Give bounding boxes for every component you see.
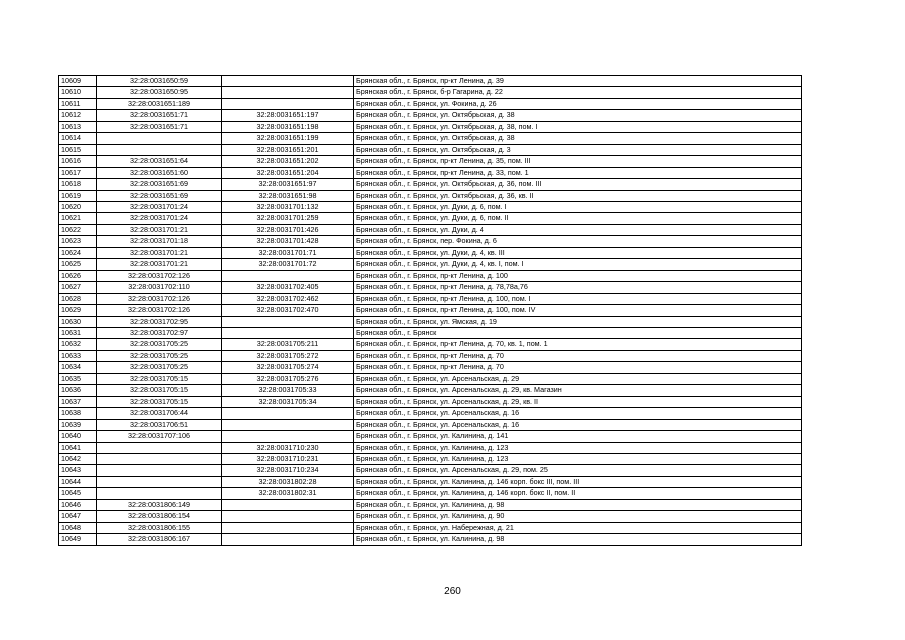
table-row (59, 408, 802, 419)
row-number-cell: 10611 (59, 98, 97, 109)
address-cell: Брянская обл., г. Брянск, ул. Арсенальская, д. 16 (354, 408, 802, 419)
row-number-cell: 10637 (59, 396, 97, 407)
object-cadastral-cell: 32:28:0031651:199 (222, 133, 354, 144)
row-number-cell: 10632 (59, 339, 97, 350)
address-cell: Брянская обл., г. Брянск, ул. Дуки, д. 6, пом. II (354, 213, 802, 224)
object-cadastral-cell: 32:28:0031701:428 (222, 236, 354, 247)
address-cell: Брянская обл., г. Брянск, ул. Арсенальская, д. 29, кв. Магазин (354, 385, 802, 396)
object-cadastral-cell (222, 499, 354, 510)
row-number-cell: 10624 (59, 247, 97, 258)
row-number-cell: 10620 (59, 201, 97, 212)
land-cadastral-cell: 32:28:0031702:126 (97, 270, 222, 281)
address-cell: Брянская обл., г. Брянск, пр-кт Ленина, д. 100 (354, 270, 802, 281)
land-cadastral-cell: 32:28:0031707:106 (97, 431, 222, 442)
address-cell: Брянская обл., г. Брянск, пр-кт Ленина, д. 33, пом. 1 (354, 167, 802, 178)
row-number-cell: 10614 (59, 133, 97, 144)
object-cadastral-cell: 32:28:0031702:462 (222, 293, 354, 304)
land-cadastral-cell: 32:28:0031705:15 (97, 396, 222, 407)
table-row (59, 465, 802, 476)
object-cadastral-cell: 32:28:0031701:71 (222, 247, 354, 258)
table-row (59, 339, 802, 350)
land-cadastral-cell: 32:28:0031651:71 (97, 110, 222, 121)
row-number-cell: 10612 (59, 110, 97, 121)
row-number-cell: 10622 (59, 224, 97, 235)
land-cadastral-cell: 32:28:0031702:97 (97, 327, 222, 338)
row-number-cell: 10609 (59, 76, 97, 87)
land-cadastral-cell: 32:28:0031651:71 (97, 121, 222, 132)
address-cell: Брянская обл., г. Брянск, ул. Дуки, д. 6, пом. I (354, 201, 802, 212)
address-cell: Брянская обл., г. Брянск, ул. Октябрьская, д. 38 (354, 110, 802, 121)
row-number-cell: 10631 (59, 327, 97, 338)
table-row (59, 76, 802, 87)
land-cadastral-cell: 32:28:0031705:25 (97, 350, 222, 361)
row-number-cell: 10649 (59, 534, 97, 545)
address-cell: Брянская обл., г. Брянск, пр-кт Ленина, д. 100, пом. I (354, 293, 802, 304)
table-row (59, 190, 802, 201)
address-cell: Брянская обл., г. Брянск, ул. Калинина, д. 90 (354, 511, 802, 522)
object-cadastral-cell (222, 270, 354, 281)
table-row (59, 488, 802, 499)
land-cadastral-cell: 32:28:0031650:59 (97, 76, 222, 87)
table-row (59, 522, 802, 533)
land-cadastral-cell: 32:28:0031705:15 (97, 385, 222, 396)
table-row (59, 305, 802, 316)
address-cell: Брянская обл., г. Брянск, ул. Арсенальская, д. 29, кв. II (354, 396, 802, 407)
address-cell: Брянская обл., г. Брянск, ул. Калинина, д. 146 корп. бокс III, пом. III (354, 476, 802, 487)
land-cadastral-cell: 32:28:0031701:21 (97, 259, 222, 270)
row-number-cell: 10644 (59, 476, 97, 487)
object-cadastral-cell: 32:28:0031651:97 (222, 179, 354, 190)
address-cell: Брянская обл., г. Брянск, ул. Калинина, д. 98 (354, 499, 802, 510)
row-number-cell: 10643 (59, 465, 97, 476)
land-cadastral-cell: 32:28:0031702:126 (97, 293, 222, 304)
land-cadastral-cell (97, 133, 222, 144)
table-row (59, 224, 802, 235)
address-cell: Брянская обл., г. Брянск, ул. Октябрьская, д. 3 (354, 144, 802, 155)
object-cadastral-cell: 32:28:0031702:470 (222, 305, 354, 316)
address-cell: Брянская обл., г. Брянск, пр-кт Ленина, д. 100, пом. IV (354, 305, 802, 316)
land-cadastral-cell: 32:28:0031651:60 (97, 167, 222, 178)
address-cell: Брянская обл., г. Брянск, ул. Дуки, д. 4, кв. III (354, 247, 802, 258)
table-row (59, 236, 802, 247)
table-row (59, 373, 802, 384)
land-cadastral-cell (97, 144, 222, 155)
row-number-cell: 10639 (59, 419, 97, 430)
object-cadastral-cell: 32:28:0031802:31 (222, 488, 354, 499)
land-cadastral-cell (97, 488, 222, 499)
table-row (59, 259, 802, 270)
address-cell: Брянская обл., г. Брянск, ул. Арсенальская, д. 29 (354, 373, 802, 384)
land-cadastral-cell: 32:28:0031702:110 (97, 282, 222, 293)
row-number-cell: 10635 (59, 373, 97, 384)
address-cell: Брянская обл., г. Брянск, ул. Калинина, д. 141 (354, 431, 802, 442)
row-number-cell: 10625 (59, 259, 97, 270)
row-number-cell: 10621 (59, 213, 97, 224)
address-cell: Брянская обл., г. Брянск, ул. Калинина, д. 123 (354, 442, 802, 453)
land-cadastral-cell: 32:28:0031701:21 (97, 247, 222, 258)
row-number-cell: 10634 (59, 362, 97, 373)
object-cadastral-cell: 32:28:0031701:72 (222, 259, 354, 270)
row-number-cell: 10626 (59, 270, 97, 281)
object-cadastral-cell: 32:28:0031705:211 (222, 339, 354, 350)
land-cadastral-cell: 32:28:0031702:95 (97, 316, 222, 327)
land-cadastral-cell (97, 442, 222, 453)
object-cadastral-cell: 32:28:0031710:234 (222, 465, 354, 476)
object-cadastral-cell: 32:28:0031651:201 (222, 144, 354, 155)
land-cadastral-cell: 32:28:0031706:51 (97, 419, 222, 430)
address-cell: Брянская обл., г. Брянск, ул. Дуки, д. 4 (354, 224, 802, 235)
object-cadastral-cell: 32:28:0031651:204 (222, 167, 354, 178)
address-cell: Брянская обл., г. Брянск, ул. Октябрьская, д. 36, кв. II (354, 190, 802, 201)
land-cadastral-cell: 32:28:0031705:25 (97, 339, 222, 350)
page-number: 260 (444, 586, 461, 597)
row-number-cell: 10610 (59, 87, 97, 98)
land-cadastral-cell: 32:28:0031806:149 (97, 499, 222, 510)
address-cell: Брянская обл., г. Брянск, ул. Фокина, д. 26 (354, 98, 802, 109)
object-cadastral-cell: 32:28:0031705:33 (222, 385, 354, 396)
address-cell: Брянская обл., г. Брянск, пр-кт Ленина, д. 70 (354, 350, 802, 361)
address-cell: Брянская обл., г. Брянск (354, 327, 802, 338)
table-row (59, 442, 802, 453)
object-cadastral-cell (222, 522, 354, 533)
land-cadastral-cell: 32:28:0031806:155 (97, 522, 222, 533)
address-cell: Брянская обл., г. Брянск, пер. Фокина, д. 6 (354, 236, 802, 247)
object-cadastral-cell: 32:28:0031651:197 (222, 110, 354, 121)
object-cadastral-cell: 32:28:0031701:132 (222, 201, 354, 212)
row-number-cell: 10629 (59, 305, 97, 316)
land-cadastral-cell (97, 476, 222, 487)
address-cell: Брянская обл., г. Брянск, ул. Ямская, д. 19 (354, 316, 802, 327)
object-cadastral-cell: 32:28:0031705:276 (222, 373, 354, 384)
table-row (59, 431, 802, 442)
row-number-cell: 10640 (59, 431, 97, 442)
object-cadastral-cell: 32:28:0031702:405 (222, 282, 354, 293)
address-cell: Брянская обл., г. Брянск, б-р Гагарина, д. 22 (354, 87, 802, 98)
table-row (59, 87, 802, 98)
address-cell: Брянская обл., г. Брянск, ул. Арсенальская, д. 29, пом. 25 (354, 465, 802, 476)
row-number-cell: 10633 (59, 350, 97, 361)
table-row (59, 511, 802, 522)
address-cell: Брянская обл., г. Брянск, пр-кт Ленина, д. 70 (354, 362, 802, 373)
address-cell: Брянская обл., г. Брянск, ул. Октябрьская, д. 36, пом. III (354, 179, 802, 190)
object-cadastral-cell (222, 327, 354, 338)
address-cell: Брянская обл., г. Брянск, ул. Арсенальская, д. 16 (354, 419, 802, 430)
object-cadastral-cell: 32:28:0031651:202 (222, 156, 354, 167)
land-cadastral-cell: 32:28:0031806:167 (97, 534, 222, 545)
table-row (59, 476, 802, 487)
address-cell: Брянская обл., г. Брянск, ул. Набережная, д. 21 (354, 522, 802, 533)
table-row (59, 316, 802, 327)
object-cadastral-cell: 32:28:0031705:34 (222, 396, 354, 407)
table-row (59, 167, 802, 178)
table-row (59, 213, 802, 224)
address-cell: Брянская обл., г. Брянск, пр-кт Ленина, д. 70, кв. 1, пом. 1 (354, 339, 802, 350)
row-number-cell: 10647 (59, 511, 97, 522)
object-cadastral-cell (222, 419, 354, 430)
land-cadastral-cell: 32:28:0031806:154 (97, 511, 222, 522)
address-cell: Брянская обл., г. Брянск, ул. Калинина, д. 146 корп. бокс II, пом. II (354, 488, 802, 499)
land-cadastral-cell: 32:28:0031651:189 (97, 98, 222, 109)
land-cadastral-cell: 32:28:0031706:44 (97, 408, 222, 419)
row-number-cell: 10617 (59, 167, 97, 178)
row-number-cell: 10638 (59, 408, 97, 419)
land-cadastral-cell: 32:28:0031651:69 (97, 190, 222, 201)
row-number-cell: 10646 (59, 499, 97, 510)
row-number-cell: 10619 (59, 190, 97, 201)
property-table (58, 75, 802, 546)
object-cadastral-cell (222, 431, 354, 442)
row-number-cell: 10645 (59, 488, 97, 499)
object-cadastral-cell: 32:28:0031710:231 (222, 453, 354, 464)
address-cell: Брянская обл., г. Брянск, ул. Калинина, д. 123 (354, 453, 802, 464)
table-body (59, 76, 802, 546)
row-number-cell: 10618 (59, 179, 97, 190)
address-cell: Брянская обл., г. Брянск, ул. Калинина, д. 98 (354, 534, 802, 545)
row-number-cell: 10623 (59, 236, 97, 247)
address-cell: Брянская обл., г. Брянск, ул. Октябрьская, д. 38 (354, 133, 802, 144)
row-number-cell: 10641 (59, 442, 97, 453)
table-row (59, 419, 802, 430)
land-cadastral-cell: 32:28:0031701:24 (97, 201, 222, 212)
table-row (59, 362, 802, 373)
object-cadastral-cell (222, 98, 354, 109)
row-number-cell: 10648 (59, 522, 97, 533)
table-row (59, 453, 802, 464)
table-row (59, 327, 802, 338)
table-row (59, 396, 802, 407)
land-cadastral-cell: 32:28:0031705:15 (97, 373, 222, 384)
row-number-cell: 10615 (59, 144, 97, 155)
table-row (59, 247, 802, 258)
object-cadastral-cell: 32:28:0031705:272 (222, 350, 354, 361)
land-cadastral-cell (97, 465, 222, 476)
object-cadastral-cell: 32:28:0031701:426 (222, 224, 354, 235)
table-row (59, 110, 802, 121)
row-number-cell: 10642 (59, 453, 97, 464)
table-row (59, 201, 802, 212)
object-cadastral-cell: 32:28:0031651:98 (222, 190, 354, 201)
object-cadastral-cell: 32:28:0031651:198 (222, 121, 354, 132)
land-cadastral-cell: 32:28:0031702:126 (97, 305, 222, 316)
address-cell: Брянская обл., г. Брянск, пр-кт Ленина, д. 78,78а,76 (354, 282, 802, 293)
row-number-cell: 10630 (59, 316, 97, 327)
object-cadastral-cell (222, 534, 354, 545)
land-cadastral-cell: 32:28:0031701:21 (97, 224, 222, 235)
table-row (59, 534, 802, 545)
address-cell: Брянская обл., г. Брянск, ул. Октябрьская, д. 38, пом. I (354, 121, 802, 132)
table-row (59, 499, 802, 510)
row-number-cell: 10616 (59, 156, 97, 167)
table-row (59, 350, 802, 361)
object-cadastral-cell (222, 408, 354, 419)
object-cadastral-cell: 32:28:0031710:230 (222, 442, 354, 453)
object-cadastral-cell (222, 316, 354, 327)
land-cadastral-cell: 32:28:0031651:64 (97, 156, 222, 167)
object-cadastral-cell (222, 87, 354, 98)
address-cell: Брянская обл., г. Брянск, пр-кт Ленина, д. 35, пом. III (354, 156, 802, 167)
row-number-cell: 10628 (59, 293, 97, 304)
table-row (59, 293, 802, 304)
address-cell: Брянская обл., г. Брянск, ул. Дуки, д. 4, кв. I, пом. I (354, 259, 802, 270)
land-cadastral-cell: 32:28:0031705:25 (97, 362, 222, 373)
object-cadastral-cell: 32:28:0031701:259 (222, 213, 354, 224)
table-row (59, 98, 802, 109)
row-number-cell: 10627 (59, 282, 97, 293)
land-cadastral-cell (97, 453, 222, 464)
table-row (59, 179, 802, 190)
object-cadastral-cell (222, 76, 354, 87)
object-cadastral-cell: 32:28:0031802:28 (222, 476, 354, 487)
land-cadastral-cell: 32:28:0031650:95 (97, 87, 222, 98)
object-cadastral-cell: 32:28:0031705:274 (222, 362, 354, 373)
table-row (59, 144, 802, 155)
table-row (59, 156, 802, 167)
table-row (59, 282, 802, 293)
table-row (59, 270, 802, 281)
table-row (59, 133, 802, 144)
table-row (59, 385, 802, 396)
row-number-cell: 10636 (59, 385, 97, 396)
address-cell: Брянская обл., г. Брянск, пр-кт Ленина, д. 39 (354, 76, 802, 87)
table-row (59, 121, 802, 132)
land-cadastral-cell: 32:28:0031701:24 (97, 213, 222, 224)
land-cadastral-cell: 32:28:0031701:18 (97, 236, 222, 247)
object-cadastral-cell (222, 511, 354, 522)
land-cadastral-cell: 32:28:0031651:69 (97, 179, 222, 190)
row-number-cell: 10613 (59, 121, 97, 132)
